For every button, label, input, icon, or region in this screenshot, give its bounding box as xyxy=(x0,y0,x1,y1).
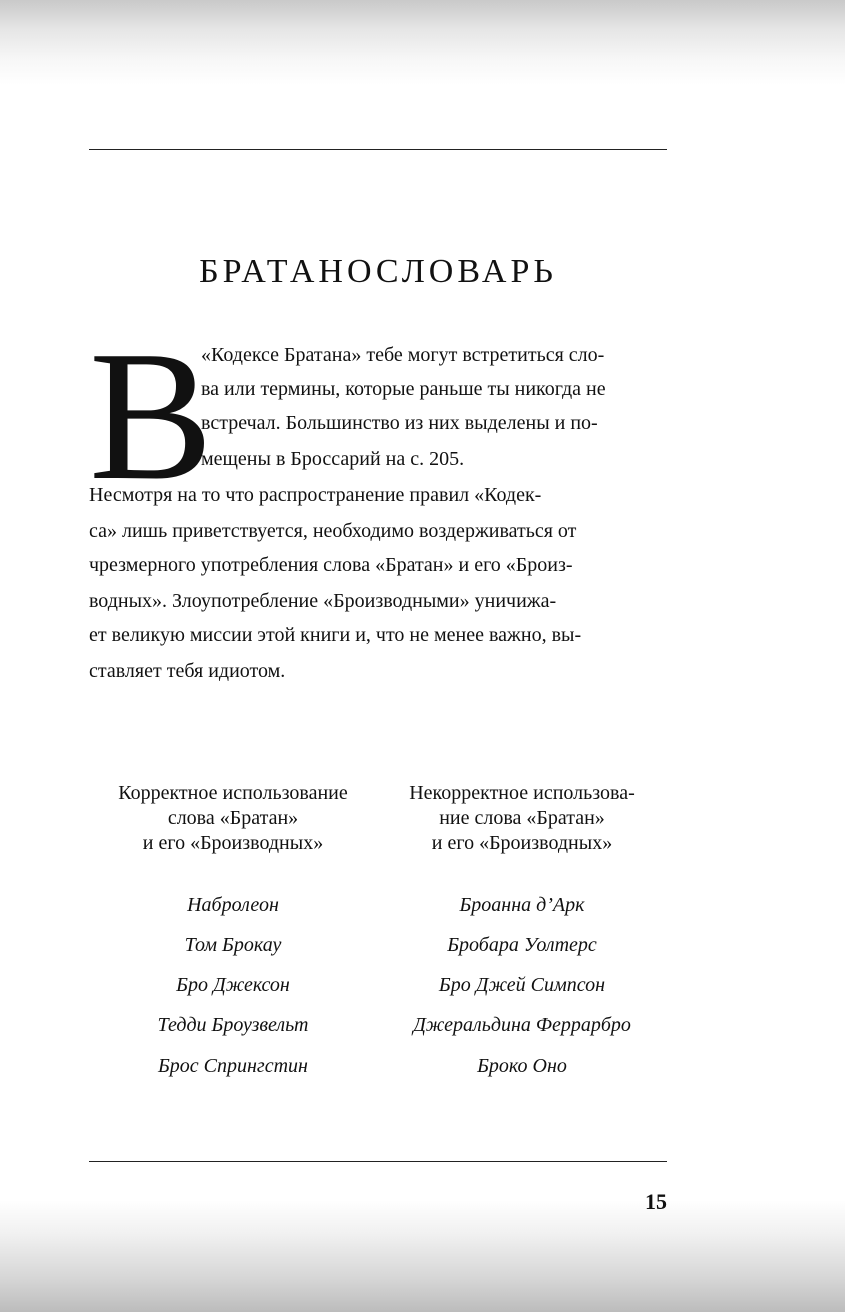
body-line: водных». Злоупотребление «Броизводными» уничижа- xyxy=(89,590,557,612)
correct-name: Бро Джексон xyxy=(176,974,290,996)
incorrect-name: Бро Джей Симпсон xyxy=(438,974,606,996)
body-line: Несмотря на то что распространение правил «Кодек- xyxy=(89,484,542,506)
top-rule xyxy=(89,149,667,150)
scan-shadow-top xyxy=(0,0,845,85)
correct-name: Том Брокау xyxy=(184,934,282,956)
heading-line: и его «Броизводных» xyxy=(431,832,613,854)
correct-column-heading xyxy=(88,781,378,856)
intro-line: мещены в Броссарий на с. 205. xyxy=(201,448,465,470)
heading-line: и его «Броизводных» xyxy=(142,832,324,854)
correct-name: Брос Спрингстин xyxy=(158,1055,308,1077)
incorrect-name: Броко Оно xyxy=(477,1055,567,1077)
correct-name: Набролеон xyxy=(187,894,279,916)
heading-line: Некорректное использова- xyxy=(409,782,635,804)
heading-line: ние слова «Братан» xyxy=(439,807,605,829)
heading-line: Корректное использование xyxy=(118,782,348,804)
intro-line: встречал. Большинство из них выделены и по- xyxy=(201,412,598,434)
body-line: ет великую миссии этой книги и, что не менее важно, вы- xyxy=(89,624,582,646)
page-title: БРАТАНОСЛОВАРЬ xyxy=(199,252,557,290)
page-number: 15 xyxy=(645,1189,667,1214)
scan-shadow-bottom xyxy=(0,1200,845,1312)
incorrect-name: Джеральдина Феррарбро xyxy=(413,1014,631,1036)
intro-line: «Кодексе Братана» тебе могут встретиться сло- xyxy=(201,344,605,366)
incorrect-column-heading xyxy=(377,781,667,856)
body-line: ставляет тебя идиотом. xyxy=(89,660,286,682)
intro-line: ва или термины, которые раньше ты никогда не xyxy=(201,378,606,400)
drop-cap: В xyxy=(89,313,214,519)
incorrect-name: Бробара Уолтерс xyxy=(447,934,597,956)
incorrect-name: Броанна д’Арк xyxy=(459,894,585,916)
bottom-rule xyxy=(89,1161,667,1162)
body-line: чрезмерного употребления слова «Братан» и его «Броиз- xyxy=(89,554,573,576)
correct-name: Тедди Броузвельт xyxy=(157,1014,309,1036)
body-line: са» лишь приветствуется, необходимо воздерживаться от xyxy=(89,520,577,542)
heading-line: слова «Братан» xyxy=(167,807,299,829)
